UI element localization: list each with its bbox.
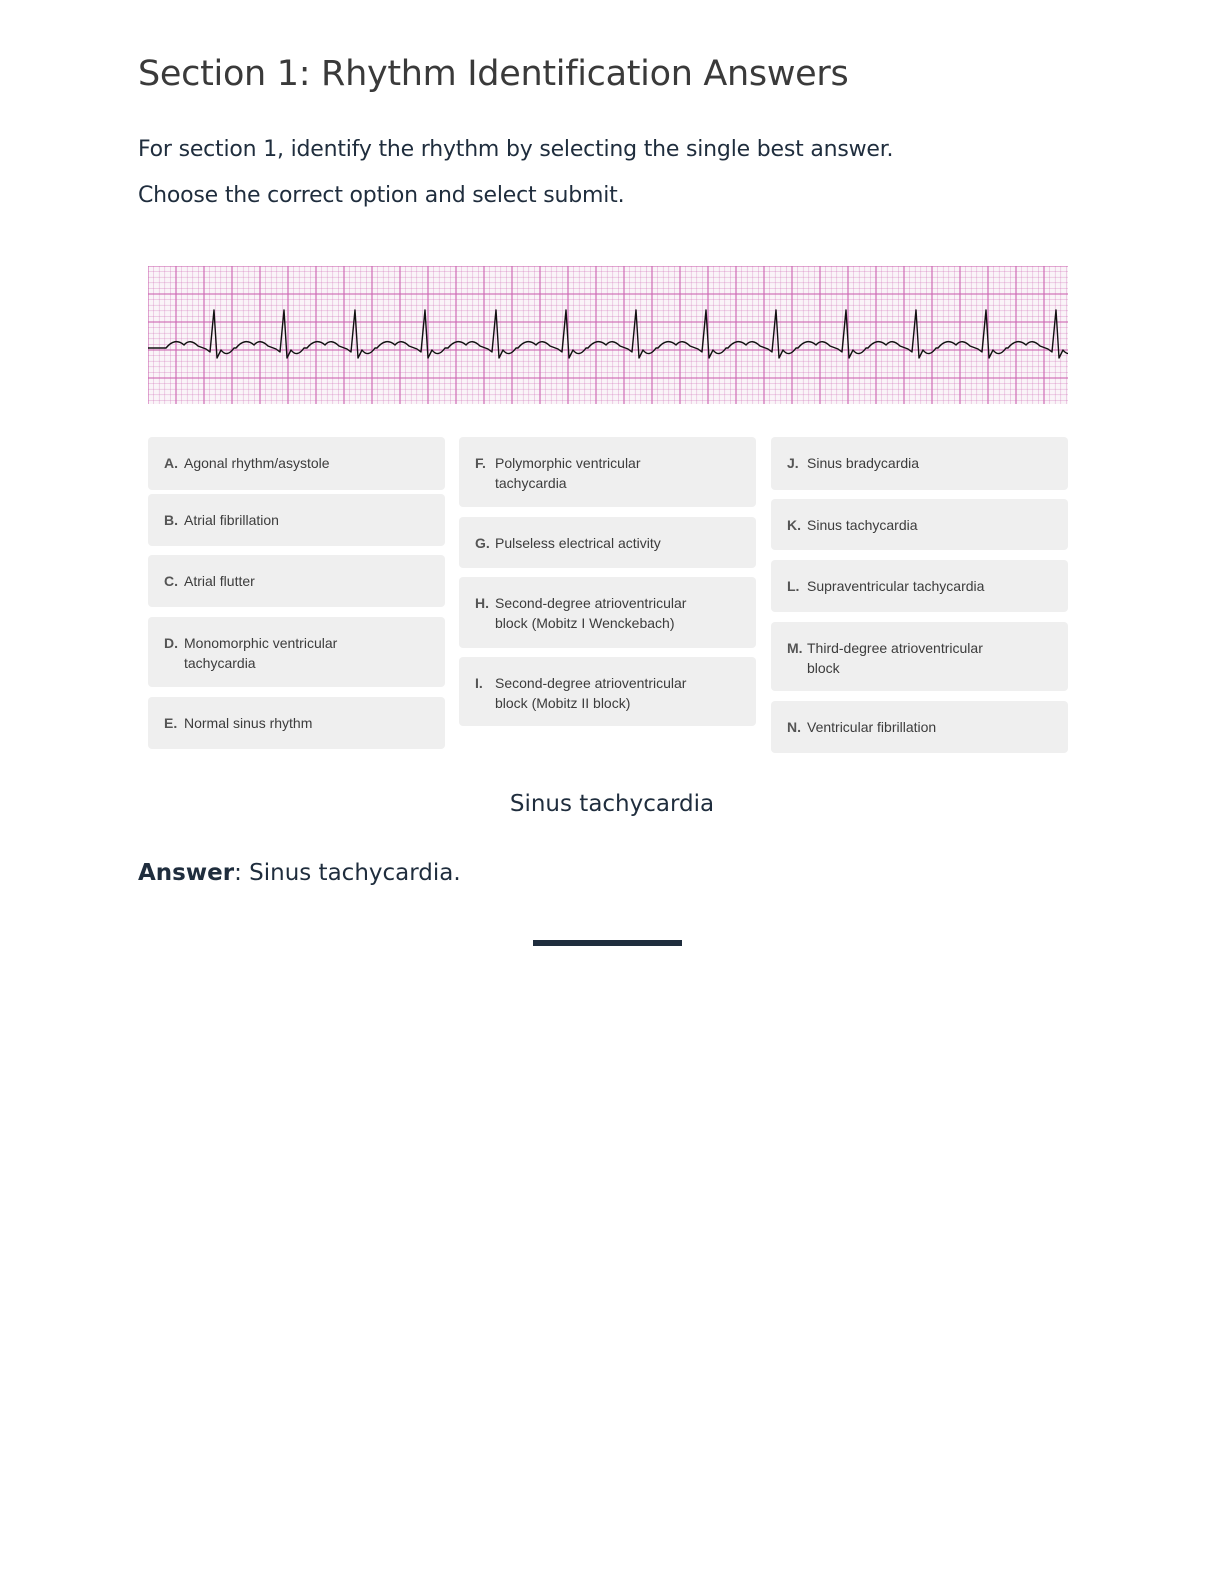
option-label: Agonal rhythm/asystole xyxy=(184,455,330,471)
option-g[interactable] xyxy=(459,517,756,568)
option-label: Polymorphic ventricular tachycardia xyxy=(495,455,641,491)
option-label: Sinus bradycardia xyxy=(807,455,920,471)
option-d[interactable] xyxy=(148,617,445,687)
ecg-strip-image xyxy=(148,266,1068,404)
option-b[interactable] xyxy=(148,494,445,546)
option-letter: B. xyxy=(164,512,178,528)
option-letter: G. xyxy=(475,535,490,551)
instruction-line-1: For section 1, identify the rhythm by selecting the single best answer. xyxy=(138,137,894,162)
option-n[interactable] xyxy=(771,701,1068,753)
option-label: Third-degree atrioventricular block xyxy=(807,640,983,676)
option-letter: N. xyxy=(787,719,801,735)
option-f[interactable] xyxy=(459,437,756,507)
answer-text: : Sinus tachycardia. xyxy=(234,860,461,886)
option-letter: K. xyxy=(787,517,801,533)
option-i[interactable] xyxy=(459,657,756,726)
option-label: Second-degree atrioventricular block (Mobitz I Wenckebach) xyxy=(495,595,687,631)
option-letter: A. xyxy=(164,455,178,471)
instruction-line-2: Choose the correct option and select submit. xyxy=(138,183,625,208)
option-letter: L. xyxy=(787,578,800,594)
option-label: Sinus tachycardia xyxy=(807,517,918,533)
answer-key: Answer xyxy=(138,860,235,886)
option-a[interactable] xyxy=(148,437,445,490)
option-label: Second-degree atrioventricular block (Mobitz II block) xyxy=(495,675,687,711)
option-label: Atrial fibrillation xyxy=(184,512,279,528)
option-m[interactable] xyxy=(771,622,1068,691)
section-divider xyxy=(533,940,682,946)
option-k[interactable] xyxy=(771,499,1068,550)
selected-answer: Sinus tachycardia xyxy=(509,791,715,817)
option-label: Supraventricular tachycardia xyxy=(807,578,985,594)
option-letter: M. xyxy=(787,640,803,656)
section-title: Section 1: Rhythm Identification Answers xyxy=(138,54,849,94)
option-e[interactable] xyxy=(148,697,445,749)
option-letter: I. xyxy=(475,675,483,691)
option-label: Pulseless electrical activity xyxy=(495,535,661,551)
option-letter: C. xyxy=(164,573,178,589)
option-l[interactable] xyxy=(771,560,1068,612)
option-label: Normal sinus rhythm xyxy=(184,715,313,731)
option-label: Ventricular fibrillation xyxy=(807,719,937,735)
option-c[interactable] xyxy=(148,555,445,607)
option-letter: D. xyxy=(164,635,178,651)
option-label: Atrial flutter xyxy=(184,573,255,589)
option-letter: H. xyxy=(475,595,489,611)
option-letter: J. xyxy=(787,455,799,471)
option-label: Monomorphic ventricular tachycardia xyxy=(184,635,338,671)
option-letter: F. xyxy=(475,455,486,471)
option-letter: E. xyxy=(164,715,178,731)
answer-line xyxy=(138,860,461,886)
option-j[interactable] xyxy=(771,437,1068,490)
option-h[interactable] xyxy=(459,577,756,648)
